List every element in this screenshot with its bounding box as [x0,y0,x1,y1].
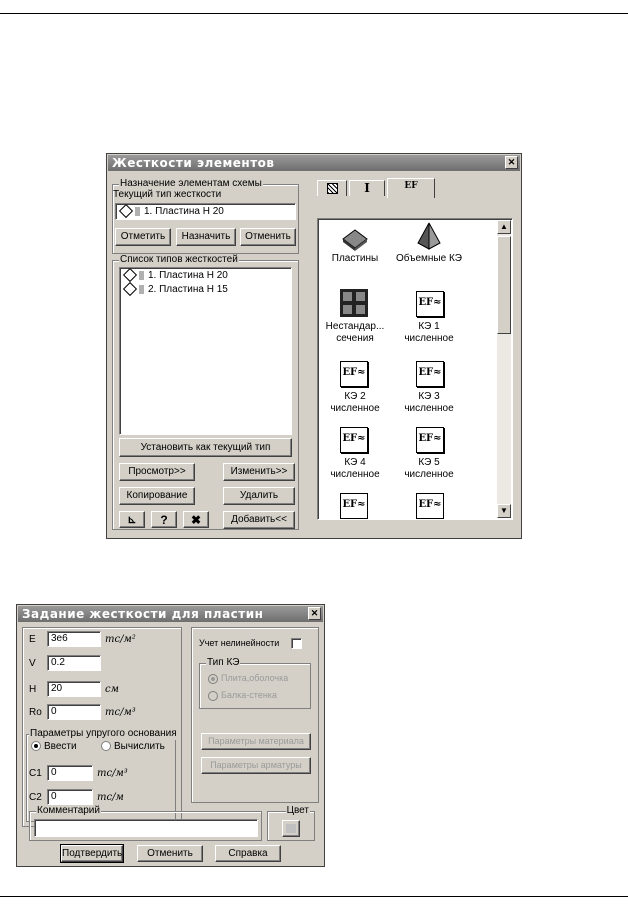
c1-field[interactable]: 0 [47,765,93,781]
tab-hatch[interactable] [317,180,347,196]
plate-type-icon [119,204,133,218]
radio-wall-beam[interactable] [208,690,277,701]
palette-caption: КЭ 4 [344,457,366,468]
palette-item-solid[interactable] [396,219,486,279]
ef-icon: EF≈ [340,493,368,519]
stiffness-list[interactable] [119,267,292,435]
radio-plate-shell-dot[interactable] [208,674,218,684]
list-item[interactable] [122,270,228,281]
palette-caption: КЭ 1 [418,321,440,332]
radio-wall-beam-dot[interactable] [208,691,218,701]
close-list-button[interactable] [183,511,209,528]
ef-icon: EF≈ [340,361,368,387]
list-item-label: 1. Пластина Н 20 [148,270,228,281]
plate-type-icon [123,268,137,282]
tab-fe-numeric[interactable] [387,178,435,198]
v-field[interactable]: 0.2 [47,655,101,671]
h-label: H [29,684,37,695]
palette-caption-2: численное [404,333,454,344]
question-icon: ? [160,513,168,527]
help-button[interactable]: Справка [215,845,281,862]
palette-item-plates[interactable] [318,219,408,279]
v-label: V [29,658,36,669]
ro-label: Ro [29,707,42,718]
color-swatch [286,824,296,833]
color-swatch [139,271,144,280]
hatch-icon [327,183,338,194]
current-type-label: Текущий тип жесткости [113,189,222,200]
assign-group-legend: Назначение элементам схемы [120,178,262,189]
palette-item-fe3[interactable] [396,359,486,419]
edit-button[interactable]: Изменить>> [223,463,295,481]
ef-icon: EF≈ [416,291,444,317]
palette-scrollbar[interactable] [497,220,511,518]
ef-icon: EF≈ [416,361,444,387]
palette-caption-2: численное [330,403,380,414]
tab-beam-section[interactable] [349,180,385,196]
nonlinear-label: Учет нелинейности [199,638,280,648]
palette-item-fe6[interactable] [340,491,368,519]
c1-unit: тс/м³ [97,768,128,779]
color-swatch [135,207,140,216]
fe-type-legend: Тип КЭ [207,657,240,668]
stiffness-window [106,153,522,539]
c2-field[interactable]: 0 [47,789,93,805]
stiffness-list-group [112,254,299,530]
ef-icon: EF≈ [416,427,444,453]
pyramid-icon [414,221,444,251]
ro-field[interactable]: 0 [47,704,101,720]
radio-enter[interactable] [31,741,77,752]
palette-caption: Нестандар... [325,321,385,332]
radio-plate-shell-label: Плита,оболочка [221,673,289,683]
close-icon[interactable]: ✕ [308,607,321,620]
scroll-down-icon[interactable]: ▼ [497,504,511,518]
current-type-value: 1. Пластина Н 20 [144,206,224,217]
palette-caption-2: численное [404,403,454,414]
nonlinear-group [191,627,319,803]
stiffness-window-title: Жесткости элементов [108,155,520,171]
top-rule [0,13,628,14]
scroll-up-icon[interactable]: ▲ [497,220,511,234]
scroll-thumb[interactable] [497,236,511,334]
list-item[interactable] [122,284,228,295]
color-group [267,805,315,841]
comment-group [29,805,262,841]
bottom-rule [0,896,628,897]
h-unit: см [105,684,119,695]
radio-enter-label: Ввести [44,741,77,752]
nonlinear-checkbox[interactable] [291,638,302,649]
fe-palette-panel [317,218,513,520]
fe-type-group [199,657,311,709]
material-params-button[interactable]: Параметры материала [201,733,311,750]
palette-caption: КЭ 2 [344,391,366,402]
palette-caption-2: численное [330,469,380,480]
confirm-button[interactable]: Подтвердить [61,845,123,862]
e-label: E [29,634,36,645]
current-type-field [115,203,296,220]
plate-type-icon [123,282,137,296]
elastic-base-legend: Параметры упругого основания [30,728,177,739]
ef-tab-icon: EF [404,181,418,191]
add-button[interactable]: Добавить<< [223,511,295,529]
palette-caption: Объемные КЭ [396,253,462,264]
rebar-params-button[interactable]: Параметры арматуры [201,757,311,774]
radio-calc-dot[interactable] [101,741,111,751]
close-icon[interactable]: ✕ [505,156,518,169]
c2-unit: тс/м [97,792,124,803]
comment-legend: Комментарий [37,805,100,816]
assign-button[interactable]: Назначить [176,228,236,246]
stiffness-list-legend: Список типов жесткостей [120,254,238,265]
plate-stiffness-window [16,604,325,867]
palette-caption: КЭ 3 [418,391,440,402]
i-beam-icon: I [364,181,370,195]
ro-unit: тс/м³ [105,707,136,718]
e-unit: тс/м² [105,634,136,645]
c1-label: C1 [29,768,42,779]
radio-plate-shell[interactable] [208,673,288,684]
comment-field[interactable] [34,819,258,837]
axes-button[interactable] [119,511,145,528]
ef-icon: EF≈ [416,493,444,519]
color-button[interactable] [282,820,300,837]
c2-label: C2 [29,792,42,803]
radio-calc-label: Вычислить [114,741,165,752]
palette-item-fe1[interactable] [396,289,486,349]
set-current-button[interactable]: Установить как текущий тип [119,438,292,457]
assign-group [112,178,299,254]
cancel-button[interactable]: Отменить [137,845,203,862]
ef-icon: EF≈ [340,427,368,453]
palette-item-fe5[interactable] [396,425,486,485]
radio-wall-beam-label: Балка-стенка [221,690,277,700]
radio-calc[interactable] [101,741,165,752]
plate-stiffness-title: Задание жесткости для пластин [18,606,323,622]
color-legend: Цвет [286,805,309,816]
view-button[interactable]: Просмотр>> [119,463,195,481]
help-button[interactable] [151,511,177,528]
palette-item-fe7[interactable] [416,491,444,519]
close-icon: ✖ [190,513,202,527]
copy-button[interactable]: Копирование [119,487,195,505]
color-swatch [139,285,144,294]
list-item-label: 2. Пластина Н 15 [148,284,228,295]
mark-button[interactable]: Отметить [115,228,171,246]
h-field[interactable]: 20 [47,681,101,697]
palette-caption-2: сечения [336,333,374,344]
radio-enter-dot[interactable] [31,741,41,751]
plate-icon [340,227,370,251]
axes-icon: ⊾ [127,514,137,526]
nonstandard-section-icon [340,289,368,317]
e-field[interactable]: 3е6 [47,631,101,647]
delete-button[interactable]: Удалить [223,487,295,505]
cancel-assign-button[interactable]: Отменить [240,228,296,246]
palette-caption-2: численное [404,469,454,480]
palette-caption: КЭ 5 [418,457,440,468]
palette-caption: Пластины [331,253,379,264]
